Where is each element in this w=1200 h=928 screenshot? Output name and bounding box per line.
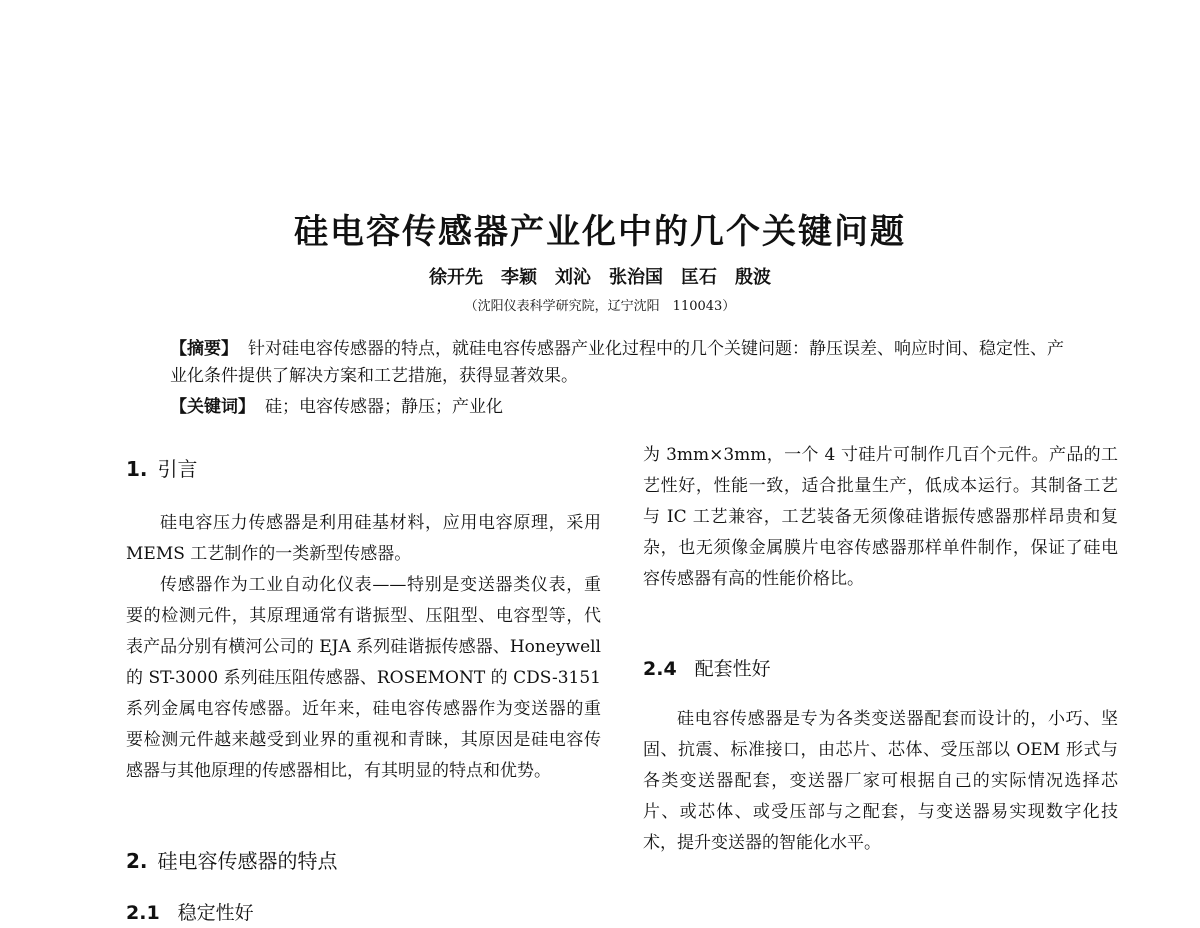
subsection-title: 配套性好 (694, 658, 771, 680)
author-list: 徐开先 李颖 刘沁 张治国 匡石 殷波 (429, 267, 771, 288)
section-heading-features (126, 846, 338, 876)
paragraph-intro-1: 硅电容压力传感器是利用硅基材料，应用电容原理，采用 MEMS 工艺制作的一类新型传感器。 (126, 513, 601, 564)
abstract-label: 【摘要】 (170, 339, 238, 359)
paragraph-intro-2: 传感器作为工业自动化仪表——特别是变送器类仪表，重要的检测元件，其原理通常有谐振型、压阻型、电容型等，代表产品分别有横河公司的 EJA 系列硅谐振传感器、Honeywell 的 ST-3000 系列硅压阻传感器、ROSEMONT 的 CDS-3151 系列金属电容传感器。近年来，硅电容传感器作为变送器的重要检测元件越来越受到业界的重视和青睐，其原因是硅电容传感器与其他原理的传感器相比，有其明显的特点和优势。 (126, 575, 601, 781)
abstract (170, 336, 1070, 390)
subsection-number: 2.4 (643, 658, 677, 680)
subsection-title: 稳定性好 (177, 902, 254, 924)
subsection-heading-stability (126, 898, 254, 928)
section-number: 1. (126, 457, 148, 481)
keywords-label: 【关键词】 (170, 397, 255, 417)
subsection-heading-compatibility (643, 654, 771, 684)
section-title: 引言 (157, 457, 198, 481)
paper-title: 硅电容传感器产业化中的几个关键问题 (294, 212, 906, 252)
section-heading-intro (126, 454, 198, 484)
affiliation: （沈阳仪表科学研究院，辽宁沈阳 110043） (464, 299, 736, 314)
section-number: 2. (126, 849, 148, 873)
paragraph-process: 为 3mm×3mm，一个 4 寸硅片可制作几百个元件。产品的工艺性好，性能一致，适合批量生产，低成本运行。其制备工艺与 IC 工艺兼容，工艺装备无须像硅谐振传感器那样昂贵和复杂，也无须像金属膜片电容传感器那样单件制作，保证了硅电容传感器有高的性能价格比。 (643, 445, 1118, 589)
keywords (170, 394, 1070, 421)
subsection-number: 2.1 (126, 902, 160, 924)
section-title: 硅电容传感器的特点 (157, 849, 338, 873)
keywords-text: 硅；电容传感器；静压；产业化 (265, 397, 503, 417)
paragraph-compatibility: 硅电容传感器是专为各类变送器配套而设计的，小巧、坚固、抗震、标准接口，由芯片、芯体、受压部以 OEM 形式与各类变送器配套，变送器厂家可根据自己的实际情况选择芯片、或芯体、或受压部与之配套，与变送器易实现数字化技术，提升变送器的智能化水平。 (643, 709, 1118, 853)
abstract-text: 针对硅电容传感器的特点，就硅电容传感器产业化过程中的几个关键问题：静压误差、响应时间、稳定性、产业化条件提供了解决方案和工艺措施，获得显著效果。 (170, 339, 1064, 386)
